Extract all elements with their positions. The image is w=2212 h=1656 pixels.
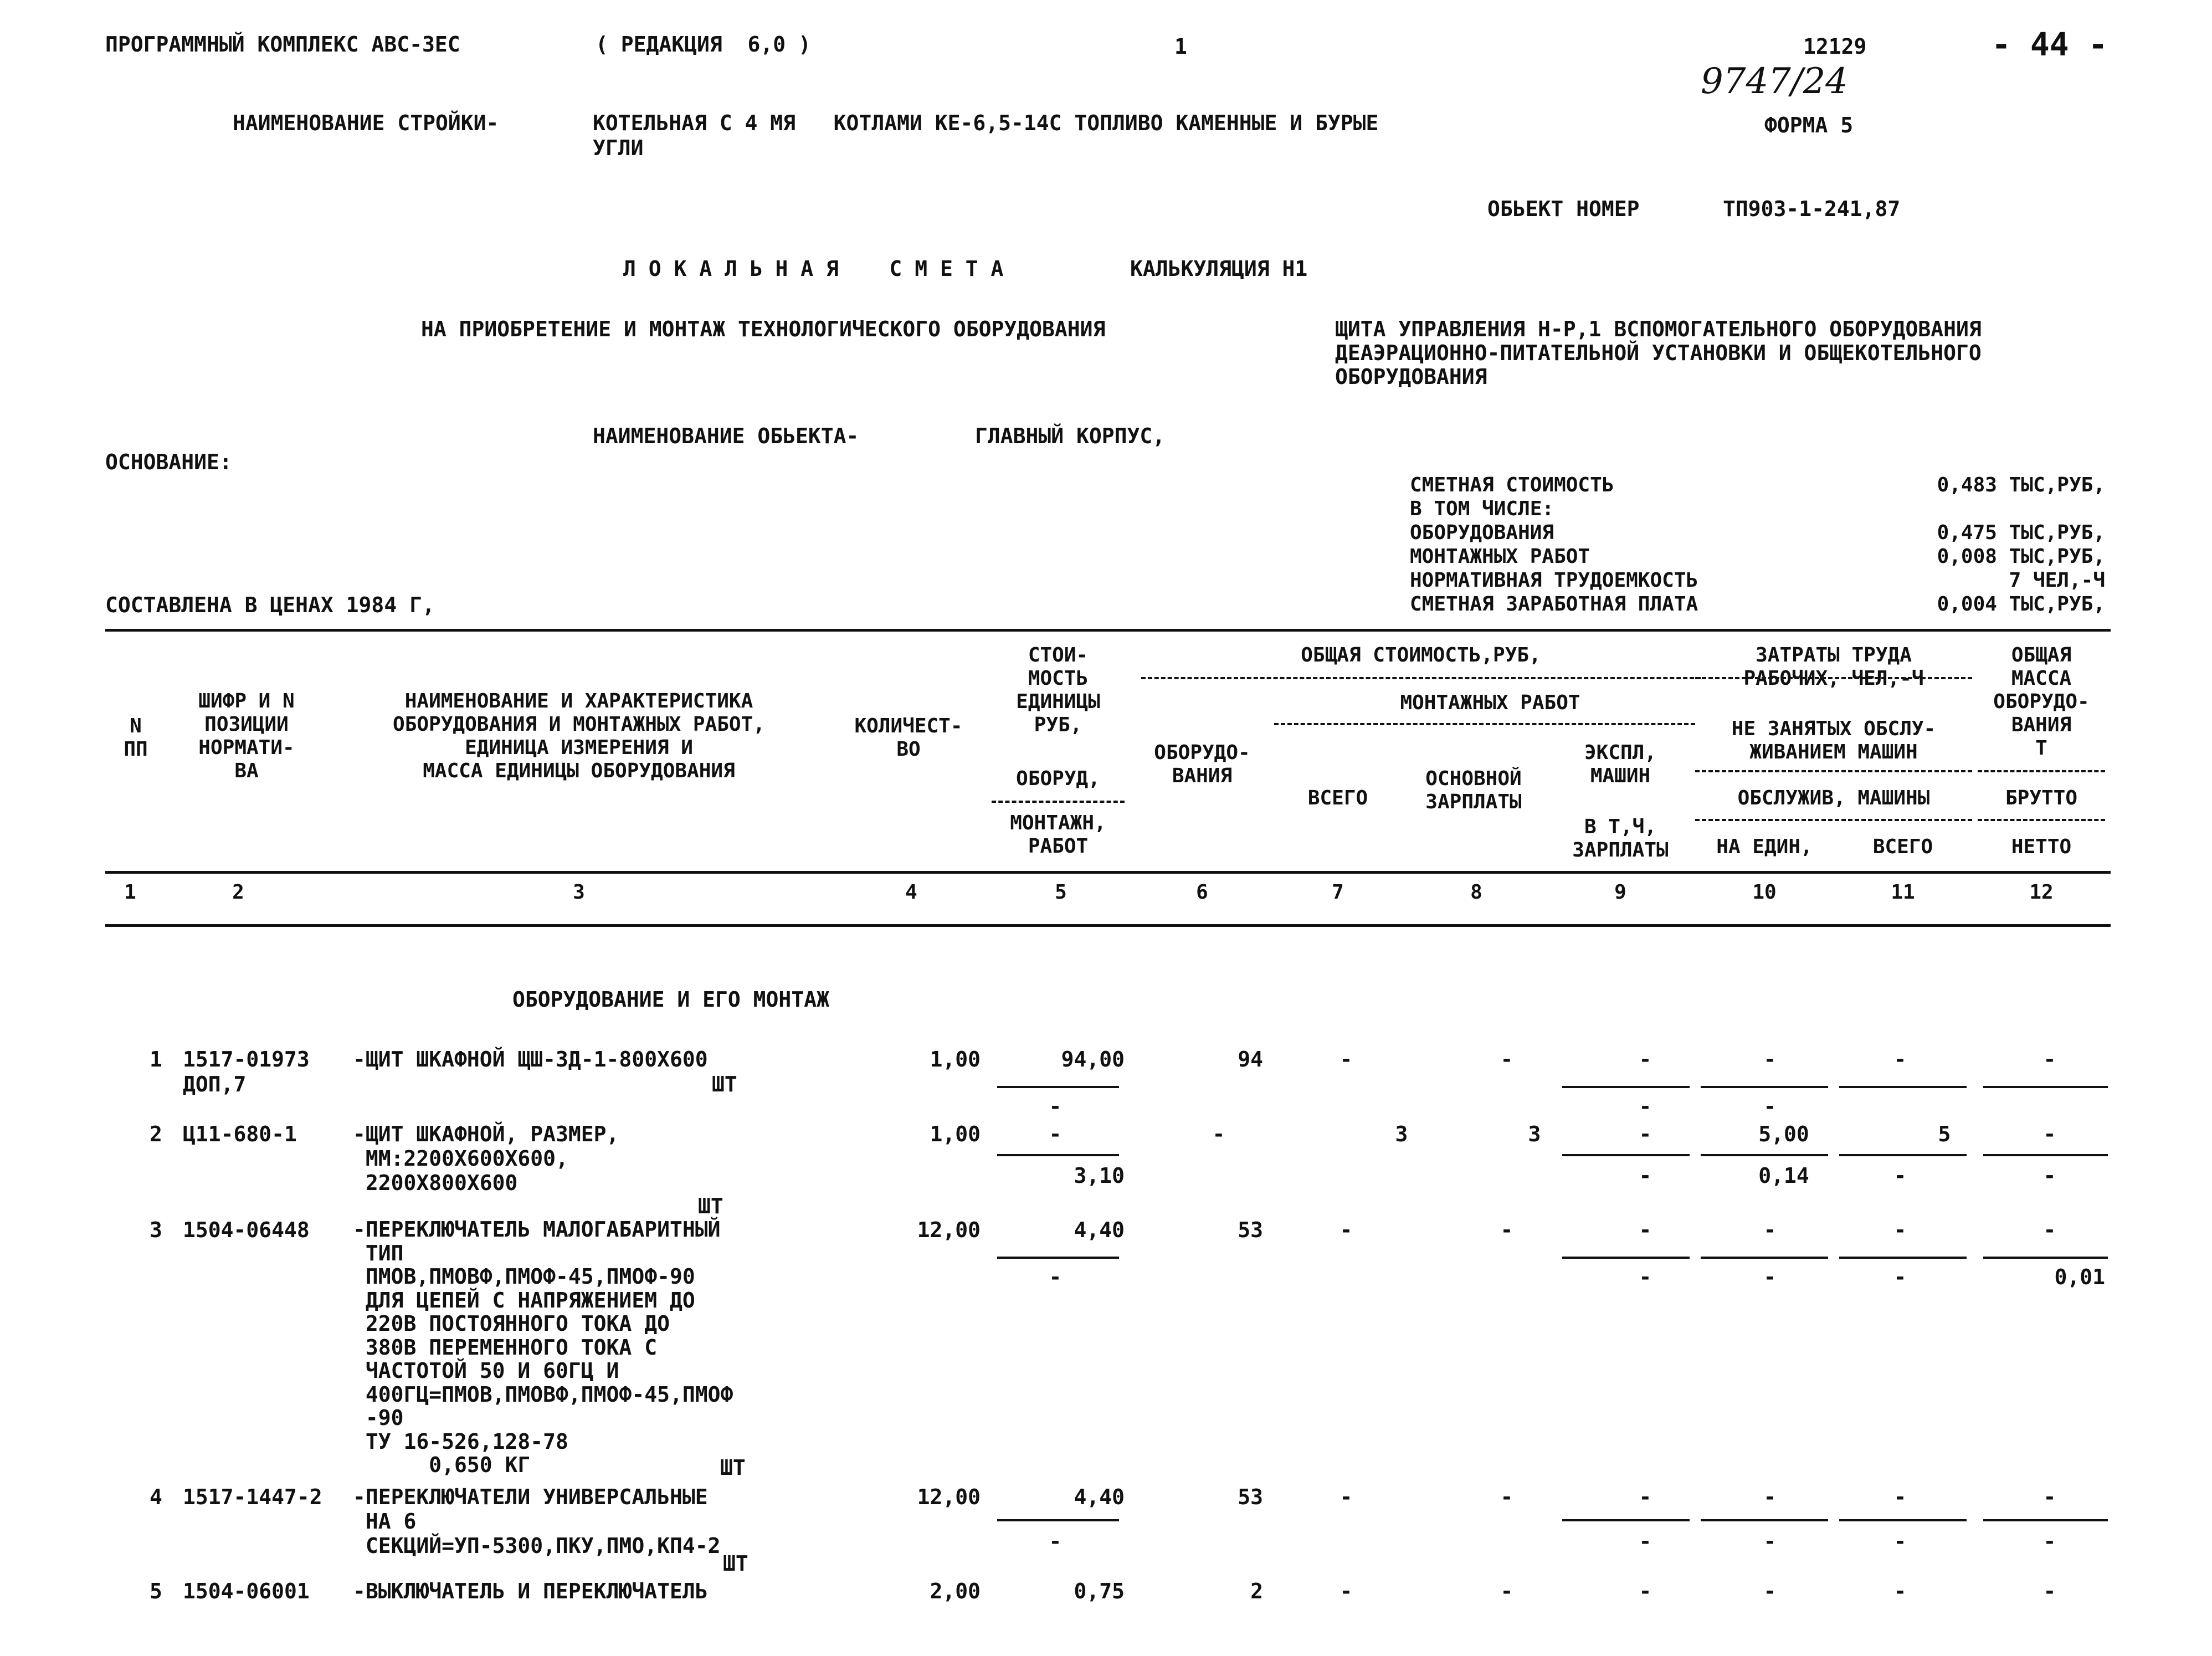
- column-number: 11: [1891, 881, 1915, 904]
- row-separator: [1983, 1086, 2108, 1088]
- header-bottom-rule: [105, 871, 2111, 874]
- row-labor-total-machines: -: [1893, 1265, 1907, 1289]
- row-machines: -: [1639, 1218, 1652, 1242]
- calculation-number: КАЛЬКУЛЯЦИЯ Н1: [1130, 257, 1308, 281]
- row-name: -ПЕРЕКЛЮЧАТЕЛЬ МАЛОГАБАРИТНЫЙ ТИП ПМОВ,ПМОВФ,ПМОФ-45,ПМОФ-90 ДЛЯ ЦЕПЕЙ С НАПРЯЖЕНИЕМ ДО 220В ПОСТОЯННОГО ТОКА ДО 380В ПЕРЕМЕННОГО ТОКА С ЧАСТОТОЙ 50 И 60ГЦ И 400ГЦ=ПМОВ,ПМОВФ,ПМОФ-45,ПМОФ -90 ТУ 16-526,128-78 0,650 КГ: [353, 1217, 733, 1477]
- col-header-labor-no-machines: НЕ ЗАНЯТЫХ ОБСЛУ- ЖИВАНИЕМ МАШИН: [1731, 717, 1936, 763]
- col-header-equipment: ОБОРУДО- ВАНИЯ: [1154, 741, 1250, 787]
- row-machines: -: [1639, 1047, 1652, 1071]
- summary-value: 0,483 ТЫС,РУБ,: [1937, 474, 2105, 496]
- row-separator: [1839, 1086, 1967, 1088]
- object-name-label: НАИМЕНОВАНИЕ ОБЬЕКТА-: [593, 424, 859, 448]
- col-header-unit-equipment: ОБОРУД,: [1016, 767, 1100, 790]
- row-labor-unit-machines: -: [1763, 1265, 1777, 1289]
- row-labor-unit-machines: 0,14: [1758, 1163, 1809, 1188]
- header-rule: [1274, 723, 1695, 725]
- row-number: 2: [150, 1122, 162, 1146]
- row-labor-total: -: [1893, 1047, 1907, 1071]
- row-base-salary: -: [1500, 1047, 1513, 1071]
- row-number: 1: [150, 1047, 162, 1071]
- row-equipment: -: [1212, 1122, 1225, 1146]
- col-header-name: НАИМЕНОВАНИЕ И ХАРАКТЕРИСТИКА ОБОРУДОВАНИЯ И МОНТАЖНЫХ РАБОТ, ЕДИНИЦА ИЗМЕРЕНИЯ И МАССА ЕДИНИЦЫ ОБОРУДОВАНИЯ: [393, 690, 765, 782]
- col-header-labor-machines: ОБСЛУЖИВ, МАШИНЫ: [1737, 787, 1930, 809]
- row-brutto: -: [2043, 1579, 2056, 1603]
- summary-value: 0,004 ТЫС,РУБ,: [1937, 593, 2105, 616]
- row-separator: [1839, 1519, 1967, 1521]
- row-machines-salary: -: [1639, 1265, 1652, 1289]
- price-level: СОСТАВЛЕНА В ЦЕНАХ 1984 Г,: [105, 593, 435, 617]
- col-header-netto: НЕТТО: [2011, 835, 2072, 858]
- row-labor-total-machines: -: [1893, 1163, 1907, 1188]
- col-header-brutto: БРУТТО: [2005, 787, 2078, 809]
- row-code: 1517-01973: [183, 1047, 310, 1071]
- column-number: 6: [1196, 881, 1208, 904]
- row-labor-total-machines: -: [1893, 1529, 1907, 1554]
- col-header-unit-cost: СТОИ- МОСТЬ ЕДИНИЦЫ РУБ,: [1016, 644, 1100, 736]
- object-name: ГЛАВНЫЙ КОРПУС,: [975, 424, 1166, 448]
- row-separator: [1983, 1519, 2108, 1521]
- column-number: 8: [1470, 881, 1482, 904]
- handwritten-number: 9747/24: [1701, 61, 1848, 102]
- row-machines: -: [1639, 1485, 1652, 1509]
- col-header-total-cost: ОБЩАЯ СТОИМОСТЬ,РУБ,: [1301, 644, 1541, 666]
- header-rule: [1695, 770, 1972, 772]
- row-unit-installation: -: [1049, 1265, 1062, 1289]
- sheet-number: 1: [1174, 34, 1187, 59]
- row-unit-equipment: 4,40: [1074, 1485, 1125, 1509]
- row-labor-unit: -: [1763, 1579, 1777, 1603]
- row-unit-installation: -: [1049, 1529, 1062, 1554]
- row-number: 3: [150, 1218, 162, 1242]
- row-labor-unit: 5,00: [1758, 1122, 1809, 1146]
- header-rule: [1695, 677, 1972, 679]
- row-code: 1504-06448: [183, 1218, 310, 1242]
- column-number: 7: [1332, 881, 1344, 904]
- row-unit-installation: 3,10: [1074, 1163, 1125, 1188]
- row-code-extra: ДОП,7: [183, 1072, 247, 1096]
- row-base-salary: 3: [1528, 1122, 1541, 1146]
- row-separator: [1701, 1154, 1828, 1156]
- subject-line1: ЩИТА УПРАВЛЕНИЯ Н-Р,1 ВСПОМОГАТЕЛЬНОГО ОБОРУДОВАНИЯ: [1335, 317, 1982, 341]
- column-number: 2: [232, 881, 244, 904]
- row-separator: [1701, 1519, 1828, 1521]
- col-header-machines-salary: В Т,Ч, ЗАРПЛАТЫ: [1572, 816, 1669, 862]
- row-code: 1504-06001: [183, 1579, 310, 1603]
- object-number: ТП903-1-241,87: [1723, 197, 1901, 221]
- purpose-text: НА ПРИОБРЕТЕНИЕ И МОНТАЖ ТЕХНОЛОГИЧЕСКОГО ОБОРУДОВАНИЯ: [421, 317, 1106, 341]
- row-total: -: [1339, 1218, 1353, 1242]
- col-header-labor-total: ВСЕГО: [1872, 835, 1933, 858]
- row-netto: 0,01: [2054, 1265, 2105, 1289]
- row-equipment: 94: [1238, 1047, 1263, 1071]
- col-header-machines: ЭКСПЛ, МАШИН: [1584, 741, 1657, 787]
- column-number: 5: [1055, 881, 1067, 904]
- row-equipment: 2: [1250, 1579, 1263, 1603]
- column-number: 12: [2029, 881, 2054, 904]
- row-separator: [997, 1257, 1119, 1259]
- row-labor-unit-machines: -: [1763, 1094, 1777, 1119]
- basis-label: ОСНОВАНИЕ:: [105, 450, 232, 474]
- col-header-code: ШИФР И N ПОЗИЦИИ НОРМАТИ- ВА: [198, 690, 295, 782]
- row-unit-equipment: 94,00: [1061, 1047, 1125, 1071]
- row-equipment: 53: [1238, 1485, 1263, 1509]
- row-base-salary: -: [1500, 1579, 1513, 1603]
- row-total: -: [1339, 1579, 1353, 1603]
- row-separator: [1983, 1154, 2108, 1156]
- column-number: 4: [905, 881, 917, 904]
- row-unit-installation: -: [1049, 1094, 1062, 1119]
- row-equipment: 53: [1238, 1218, 1263, 1242]
- form-label: ФОРМА 5: [1764, 113, 1854, 137]
- row-machines-salary: -: [1639, 1094, 1652, 1119]
- row-labor-total: -: [1893, 1218, 1907, 1242]
- summary-label: СМЕТНАЯ ЗАРАБОТНАЯ ПЛАТА: [1410, 593, 1698, 616]
- row-brutto: -: [2043, 1122, 2056, 1146]
- construction-name-line2: УГЛИ: [593, 136, 644, 160]
- row-separator: [1839, 1154, 1967, 1156]
- row-unit-equipment: -: [1049, 1122, 1062, 1146]
- table-top-rule: [105, 629, 2111, 632]
- col-header-number: N ПП: [124, 715, 148, 761]
- row-brutto: -: [2043, 1218, 2056, 1242]
- column-number: 3: [573, 881, 585, 904]
- row-quantity: 2,00: [930, 1579, 981, 1603]
- row-labor-unit: -: [1763, 1047, 1777, 1071]
- row-brutto: -: [2043, 1047, 2056, 1071]
- col-header-mass: ОБЩАЯ МАССА ОБОРУДО- ВАНИЯ Т: [1993, 644, 2090, 760]
- row-machines-salary: -: [1639, 1529, 1652, 1554]
- row-unit: ШТ: [712, 1072, 737, 1096]
- col-header-labor: ЗАТРАТЫ ТРУДА РАБОЧИХ, ЧЕЛ,-Ч: [1743, 644, 1924, 690]
- row-total: -: [1339, 1047, 1353, 1071]
- header-rule: [1978, 770, 2105, 772]
- subject-line2: ДЕАЭРАЦИОННО-ПИТАТЕЛЬНОЙ УСТАНОВКИ И ОБЩЕКОТЕЛЬНОГО: [1335, 341, 1982, 365]
- document-title: Л О К А Л Ь Н А Я С М Е Т А: [623, 257, 1004, 281]
- row-number: 4: [150, 1485, 162, 1509]
- header-rule: [1978, 819, 2105, 821]
- object-number-label: ОБЬЕКТ НОМЕР: [1487, 197, 1640, 221]
- row-separator: [997, 1154, 1119, 1156]
- column-number: 9: [1614, 881, 1626, 904]
- row-separator: [997, 1086, 1119, 1088]
- row-separator: [1562, 1086, 1690, 1088]
- row-separator: [1701, 1086, 1828, 1088]
- row-quantity: 12,00: [917, 1485, 981, 1509]
- row-quantity: 12,00: [917, 1218, 981, 1242]
- row-unit-equipment: 0,75: [1074, 1579, 1125, 1603]
- row-code: Ц11-680-1: [183, 1122, 297, 1146]
- row-name: -ЩИТ ШКАФНОЙ, РАЗМЕР, ММ:2200Х600Х600, 2200Х800Х600: [353, 1122, 619, 1195]
- row-base-salary: -: [1500, 1218, 1513, 1242]
- row-unit: ШТ: [723, 1551, 748, 1576]
- edition: ( РЕДАКЦИЯ 6,0 ): [596, 32, 811, 57]
- row-name: -ВЫКЛЮЧАТЕЛЬ И ПЕРЕКЛЮЧАТЕЛЬ: [353, 1579, 708, 1603]
- row-code: 1517-1447-2: [183, 1485, 322, 1509]
- summary-label: НОРМАТИВНАЯ ТРУДОЕМКОСТЬ: [1410, 569, 1698, 592]
- summary-value: 0,008 ТЫС,РУБ,: [1937, 545, 2105, 568]
- summary-label: СМЕТНАЯ СТОИМОСТЬ: [1410, 474, 1614, 496]
- construction-name-line1: КОТЕЛЬНАЯ С 4 МЯ КОТЛАМИ КЕ-6,5-14С ТОПЛИВО КАМЕННЫЕ И БУРЫЕ: [593, 111, 1379, 135]
- row-machines: -: [1639, 1579, 1652, 1603]
- col-header-installation: МОНТАЖНЫХ РАБОТ: [1400, 691, 1580, 714]
- row-quantity: 1,00: [930, 1047, 981, 1071]
- summary-label: ОБОРУДОВАНИЯ: [1410, 521, 1554, 544]
- row-machines: -: [1639, 1122, 1652, 1146]
- header-rule: [1141, 677, 1701, 679]
- program-name: ПРОГРАММНЫЙ КОМПЛЕКС АВС-3ЕС: [105, 32, 460, 57]
- row-name: -ЩИТ ШКАФНОЙ ЩШ-3Д-1-800Х600: [353, 1047, 708, 1071]
- row-labor-total: -: [1893, 1485, 1907, 1509]
- summary-label: В ТОМ ЧИСЛЕ:: [1410, 498, 1554, 520]
- row-brutto: -: [2043, 1485, 2056, 1509]
- summary-label: МОНТАЖНЫХ РАБОТ: [1410, 545, 1590, 568]
- row-separator: [1839, 1257, 1967, 1259]
- row-unit-equipment: 4,40: [1074, 1218, 1125, 1242]
- row-labor-unit: -: [1763, 1485, 1777, 1509]
- row-labor-unit-machines: -: [1763, 1529, 1777, 1554]
- row-labor-total: -: [1893, 1579, 1907, 1603]
- row-netto: -: [2043, 1529, 2056, 1554]
- col-header-base-salary: ОСНОВНОЙ ЗАРПЛАТЫ: [1425, 767, 1522, 813]
- row-labor-unit: -: [1763, 1218, 1777, 1242]
- column-number: 10: [1752, 881, 1777, 904]
- row-machines-salary: -: [1639, 1163, 1652, 1188]
- col-header-quantity: КОЛИЧЕСТ- ВО: [854, 715, 963, 761]
- row-quantity: 1,00: [930, 1122, 981, 1146]
- row-base-salary: -: [1500, 1485, 1513, 1509]
- row-total: -: [1339, 1485, 1353, 1509]
- row-labor-total: 5: [1938, 1122, 1951, 1146]
- row-separator: [1701, 1257, 1828, 1259]
- col-header-unit-installation: МОНТАЖН, РАБОТ: [1010, 812, 1106, 858]
- row-unit: ШТ: [720, 1455, 746, 1480]
- row-separator: [997, 1519, 1119, 1521]
- row-number: 5: [150, 1579, 162, 1603]
- column-number: 1: [124, 881, 136, 904]
- construction-label: НАИМЕНОВАНИЕ СТРОЙКИ-: [233, 111, 499, 135]
- row-separator: [1983, 1257, 2108, 1259]
- row-separator: [1562, 1257, 1690, 1259]
- section-title: ОБОРУДОВАНИЕ И ЕГО МОНТАЖ: [512, 987, 829, 1012]
- row-netto: -: [2043, 1163, 2056, 1188]
- row-separator: [1562, 1519, 1690, 1521]
- subject-line3: ОБОРУДОВАНИЯ: [1335, 365, 1487, 389]
- table-header-end-rule: [105, 924, 2111, 927]
- col-header-per-unit: НА ЕДИН,: [1716, 835, 1813, 858]
- document-code: 12129: [1803, 34, 1867, 59]
- row-separator: [1562, 1154, 1690, 1156]
- header-rule: [992, 801, 1125, 803]
- summary-value: 7 ЧЕЛ,-Ч: [2009, 569, 2105, 592]
- row-unit: ШТ: [698, 1194, 723, 1218]
- page-number: - 44 -: [1992, 25, 2108, 63]
- header-rule: [1695, 819, 1972, 821]
- col-header-total: ВСЕГО: [1307, 787, 1368, 809]
- row-total: 3: [1395, 1122, 1408, 1146]
- row-name: -ПЕРЕКЛЮЧАТЕЛИ УНИВЕРСАЛЬНЫЕ НА 6 СЕКЦИЙ=УП-5300,ПКУ,ПМО,КП4-2: [353, 1485, 721, 1558]
- summary-value: 0,475 ТЫС,РУБ,: [1937, 521, 2105, 544]
